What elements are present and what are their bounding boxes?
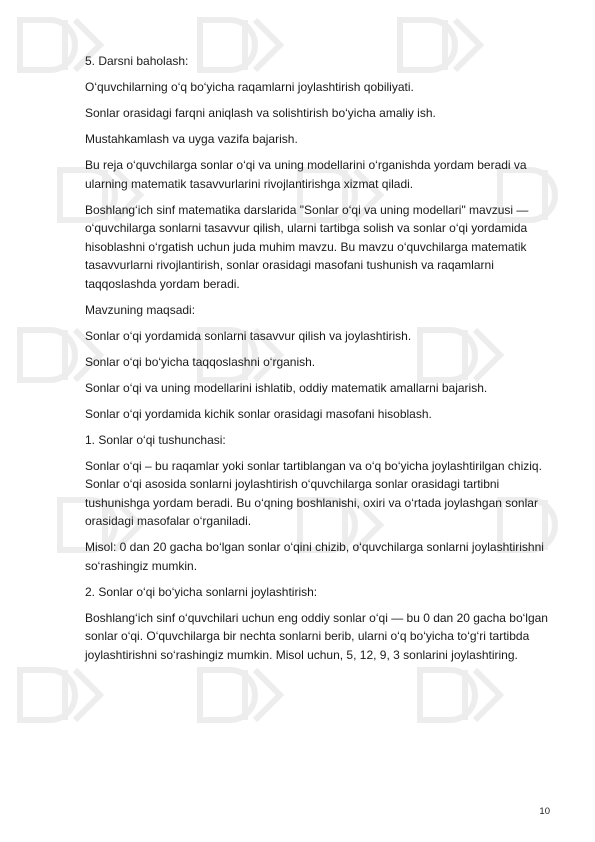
- document-body: [85, 52, 549, 672]
- paragraph: Sonlar o‘qi – bu raqamlar yoki sonlar tartiblangan va o‘q bo‘yicha joylashtirilgan chiziq. Sonlar o‘qi asosida sonlarni joylashtirish o‘quvchilarga sonlar orasidagi tartibni tushunishga yordam beradi. Bu o‘qning boshlanishi, oxiri va o‘rtada joylashgan sonlar orasidagi masofalar o‘rganiladi.: [85, 458, 542, 528]
- section-heading-evaluation: 5. Darsni baholash:: [85, 54, 189, 68]
- page-number: 10: [539, 806, 550, 817]
- watermark-logo-icon: [200, 670, 280, 720]
- section-heading-placement: 2. Sonlar o‘qi bo‘yicha sonlarni joylashtirish:: [85, 584, 318, 599]
- paragraph: O‘quvchilarning o‘q bo‘yicha raqamlarni joylashtirish qobiliyati.: [85, 80, 414, 94]
- paragraph: Sonlar orasidagi farqni aniqlash va solishtirish bo‘yicha amaliy ish.: [85, 106, 436, 120]
- paragraph: Sonlar o‘qi yordamida kichik sonlar orasidagi masofani hisoblash.: [85, 406, 432, 421]
- paragraph: Bu reja o‘quvchilarga sonlar o‘qi va uning modellarini o‘rganishda yordam beradi va ularning matematik tasavvurlarini rivojlantirishga xizmat qiladi.: [85, 158, 527, 191]
- paragraph: Sonlar o‘qi va uning modellarini ishlatib, oddiy matematik amallarni bajarish.: [85, 380, 488, 395]
- paragraph: Boshlang‘ich sinf matematika darslarida "Sonlar o‘qi va uning modellari" mavzusi — o‘quvchilarga sonlarni tasavvur qilish, ularni tartibga solish va sonlar o‘qi yordamida hisoblashni o‘rgatish uchun juda muhim mavzu. Bu mavzu o‘quvchilarga matematik tasavvurlarni rivojlantirish, sonlar orasidagi masofani tushunish va raqamlarni taqqoslashda yordam beradi.: [85, 202, 529, 291]
- paragraph: Mustahkamlash va uyga vazifa bajarish.: [85, 132, 298, 146]
- section-heading-concept: 1. Sonlar o‘qi tushunchasi:: [85, 432, 226, 447]
- section-heading-goal: Mavzuning maqsadi:: [85, 302, 196, 317]
- watermark-logo-icon: [20, 670, 100, 720]
- paragraph: Misol: 0 dan 20 gacha bo‘lgan sonlar o‘qini chizib, o‘quvchilarga sonlarni joylashtirishni so‘rashingiz mumkin.: [85, 540, 544, 573]
- watermark-logo-icon: [420, 670, 500, 720]
- paragraph: Sonlar o‘qi bo‘yicha taqqoslashni o‘rganish.: [85, 354, 316, 369]
- paragraph: Sonlar o‘qi yordamida sonlarni tasavvur qilish va joylashtirish.: [85, 328, 412, 343]
- paragraph: Boshlang‘ich sinf o‘quvchilari uchun eng oddiy sonlar o‘qi — bu 0 dan 20 gacha bo‘lgan sonlar o‘qi. O‘quvchilarga bir nechta sonlarni berib, ularni o‘q bo‘yicha to‘g‘ri tartibda joylashtirishni so‘rashingiz mumkin. Misol uchun, 5, 12, 9, 3 sonlarini joylashtiring.: [85, 610, 548, 662]
